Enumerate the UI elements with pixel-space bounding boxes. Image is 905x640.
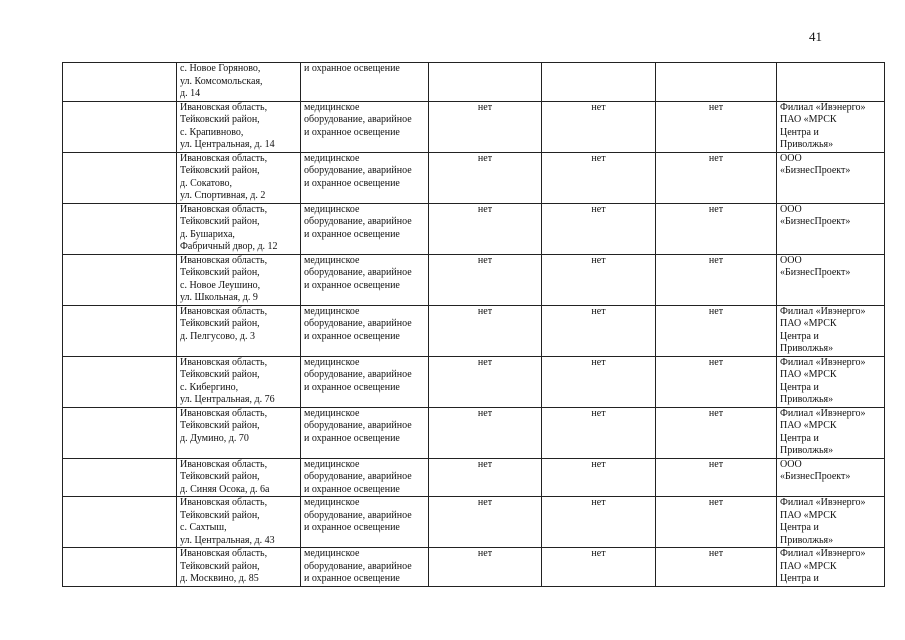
status-cell-c2: нет [542, 497, 656, 548]
supplier-line: Приволжья» [780, 445, 834, 456]
equipment-line: медицинское [304, 356, 360, 368]
equipment-cell [301, 497, 429, 548]
address-cell [177, 101, 301, 152]
address-line: д. Пелгусово, д. 3 [180, 330, 256, 342]
equipment-line: медицинское [304, 101, 360, 113]
status-cell-c2: нет [542, 407, 656, 458]
table-row [63, 254, 885, 305]
equipment-line: оборудование, аварийное [304, 165, 412, 176]
supplier-line: ООО [780, 458, 802, 470]
equipment-line: оборудование, аварийное [304, 114, 412, 125]
equipment-line: и охранное освещение [304, 126, 400, 138]
address-line: с. Сахтыш, [180, 522, 227, 533]
equipment-cell [301, 356, 429, 407]
address-line: ул. Центральная, д. 43 [180, 534, 275, 546]
address-line: Ивановская область, [180, 548, 268, 559]
address-line: д. Сокатово, [180, 177, 233, 189]
address-line: Ивановская область, [180, 152, 268, 164]
equipment-line: медицинское [304, 458, 360, 470]
status-cell-c3: нет [656, 407, 777, 458]
address-line: Тейковский район, [180, 165, 260, 176]
equipment-line: и охранное освещение [304, 522, 400, 533]
supplier-cell [777, 407, 885, 458]
supplier-line: «БизнесПроект» [780, 267, 851, 278]
equipment-line: и охранное освещение [304, 432, 400, 444]
equipment-line: оборудование, аварийное [304, 369, 412, 380]
status-cell-c3: нет [656, 152, 777, 203]
address-line: Ивановская область, [180, 407, 268, 419]
supplier-cell [777, 254, 885, 305]
address-line: Ивановская область, [180, 497, 268, 508]
supplier-line: ПАО «МРСК [780, 369, 837, 380]
equipment-line: и охранное освещение [304, 483, 400, 495]
address-line: Фабричный двор, д. 12 [180, 241, 278, 252]
supplier-cell [777, 548, 885, 587]
address-line: ул. Центральная, д. 76 [180, 394, 275, 405]
supplier-line: Центра и [780, 522, 819, 533]
address-line: с. Новое Леушино, [180, 279, 261, 291]
supplier-cell [777, 305, 885, 356]
equipment-line: оборудование, аварийное [304, 318, 412, 329]
equipment-cell [301, 305, 429, 356]
table-row [63, 63, 885, 102]
status-cell-c3 [656, 63, 777, 102]
equipment-cell [301, 101, 429, 152]
blank-cell [63, 356, 177, 407]
equipment-line: медицинское [304, 407, 360, 419]
blank-cell [63, 254, 177, 305]
equipment-line: оборудование, аварийное [304, 509, 412, 521]
supplier-line: ООО [780, 254, 802, 266]
supplier-cell [777, 203, 885, 254]
blank-cell [63, 497, 177, 548]
status-cell-c3: нет [656, 203, 777, 254]
address-line: д. Москвино, д. 85 [180, 573, 259, 584]
supplier-cell [777, 152, 885, 203]
table-row [63, 497, 885, 548]
address-line: с. Кибергино, [180, 381, 239, 393]
supplier-line: Филиал «Ивэнерго» [780, 101, 866, 113]
status-cell-c1: нет [429, 458, 542, 497]
address-line: Ивановская область, [180, 101, 268, 113]
supplier-cell [777, 356, 885, 407]
equipment-cell [301, 152, 429, 203]
page-number: 41 [809, 29, 822, 44]
supplier-cell [777, 63, 885, 102]
status-cell-c1: нет [429, 356, 542, 407]
address-line: д. Синяя Осока, д. 6а [180, 483, 270, 495]
supplier-line: Центра и [780, 432, 819, 444]
address-line: Тейковский район, [180, 560, 260, 572]
equipment-line: и охранное освещение [304, 279, 400, 291]
equipment-cell [301, 407, 429, 458]
status-cell-c2: нет [542, 152, 656, 203]
address-cell [177, 254, 301, 305]
address-cell [177, 458, 301, 497]
equipment-line: медицинское [304, 305, 360, 317]
supplier-line: Приволжья» [780, 394, 834, 405]
blank-cell [63, 63, 177, 102]
status-cell-c2: нет [542, 305, 656, 356]
table-row [63, 407, 885, 458]
address-line: Тейковский район, [180, 318, 260, 329]
blank-cell [63, 305, 177, 356]
status-cell-c2: нет [542, 356, 656, 407]
address-cell [177, 548, 301, 587]
supplier-line: «БизнесПроект» [780, 216, 851, 227]
equipment-line: медицинское [304, 548, 360, 559]
address-line: ул. Центральная, д. 14 [180, 139, 275, 150]
address-line: Ивановская область, [180, 254, 268, 266]
table-row [63, 305, 885, 356]
equipment-line: и охранное освещение [304, 381, 400, 393]
supplier-line: Приволжья» [780, 343, 834, 354]
equipment-line: оборудование, аварийное [304, 216, 412, 227]
address-line: д. Думино, д. 70 [180, 432, 249, 444]
status-cell-c1: нет [429, 101, 542, 152]
status-cell-c1: нет [429, 152, 542, 203]
address-line: Тейковский район, [180, 420, 260, 431]
table-row [63, 458, 885, 497]
equipment-line: и охранное освещение [304, 228, 400, 240]
equipment-line: и охранное освещение [304, 63, 400, 74]
status-cell-c3: нет [656, 548, 777, 587]
supplier-line: ПАО «МРСК [780, 420, 837, 431]
supplier-line: Филиал «Ивэнерго» [780, 407, 866, 419]
status-cell-c1: нет [429, 254, 542, 305]
status-cell-c1: нет [429, 407, 542, 458]
address-cell [177, 203, 301, 254]
supplier-line: ПАО «МРСК [780, 318, 837, 329]
status-cell-c2: нет [542, 203, 656, 254]
status-cell-c2 [542, 63, 656, 102]
table-row [63, 548, 885, 587]
address-line: с. Крапивново, [180, 126, 244, 138]
address-cell [177, 356, 301, 407]
address-cell [177, 407, 301, 458]
status-cell-c2: нет [542, 254, 656, 305]
blank-cell [63, 458, 177, 497]
address-line: Тейковский район, [180, 369, 260, 380]
address-line: Тейковский район, [180, 114, 260, 125]
status-cell-c1: нет [429, 203, 542, 254]
supplier-cell [777, 497, 885, 548]
table-row [63, 203, 885, 254]
status-cell-c1: нет [429, 305, 542, 356]
status-cell-c2: нет [542, 101, 656, 152]
status-cell-c1: нет [429, 497, 542, 548]
status-cell-c1 [429, 63, 542, 102]
status-cell-c3: нет [656, 305, 777, 356]
supplier-line: Приволжья» [780, 139, 834, 150]
equipment-line: оборудование, аварийное [304, 267, 412, 278]
status-cell-c3: нет [656, 497, 777, 548]
table-row [63, 152, 885, 203]
supplier-line: Центра и [780, 126, 819, 138]
supplier-line: ООО [780, 203, 802, 215]
supplier-line: ПАО «МРСК [780, 560, 837, 572]
address-line: Ивановская область, [180, 305, 268, 317]
data-table [62, 62, 885, 587]
supplier-cell [777, 458, 885, 497]
address-cell [177, 305, 301, 356]
status-cell-c3: нет [656, 458, 777, 497]
equipment-line: медицинское [304, 497, 360, 508]
supplier-line: Филиал «Ивэнерго» [780, 497, 866, 508]
supplier-line: Центра и [780, 573, 819, 584]
equipment-cell [301, 63, 429, 102]
address-line: д. 14 [180, 88, 201, 99]
supplier-line: «БизнесПроект» [780, 165, 851, 176]
address-line: Ивановская область, [180, 203, 268, 215]
status-cell-c1: нет [429, 548, 542, 587]
address-cell [177, 152, 301, 203]
supplier-line: Филиал «Ивэнерго» [780, 305, 866, 317]
address-cell [177, 497, 301, 548]
equipment-cell [301, 548, 429, 587]
address-line: д. Бушариха, [180, 228, 235, 240]
equipment-line: оборудование, аварийное [304, 471, 412, 482]
address-line: Тейковский район, [180, 267, 260, 278]
supplier-line: ПАО «МРСК [780, 509, 837, 521]
status-cell-c3: нет [656, 254, 777, 305]
supplier-line: Центра и [780, 381, 819, 393]
address-line: Тейковский район, [180, 216, 260, 227]
blank-cell [63, 101, 177, 152]
address-line: ул. Комсомольская, [180, 75, 263, 87]
equipment-line: медицинское [304, 203, 360, 215]
equipment-cell [301, 203, 429, 254]
table-body [63, 63, 885, 587]
table-row [63, 101, 885, 152]
address-cell [177, 63, 301, 102]
address-line: Ивановская область, [180, 458, 268, 470]
equipment-cell [301, 254, 429, 305]
equipment-line: медицинское [304, 254, 360, 266]
equipment-line: медицинское [304, 152, 360, 164]
address-line: ул. Школьная, д. 9 [180, 292, 258, 303]
supplier-line: Центра и [780, 330, 819, 342]
address-line: Тейковский район, [180, 509, 260, 521]
status-cell-c2: нет [542, 458, 656, 497]
address-line: ул. Спортивная, д. 2 [180, 190, 266, 201]
table-row [63, 356, 885, 407]
equipment-line: оборудование, аварийное [304, 560, 412, 572]
supplier-line: Приволжья» [780, 534, 834, 546]
blank-cell [63, 203, 177, 254]
equipment-line: и охранное освещение [304, 177, 400, 189]
blank-cell [63, 548, 177, 587]
equipment-line: и охранное освещение [304, 573, 400, 584]
supplier-line: Филиал «Ивэнерго» [780, 356, 866, 368]
status-cell-c3: нет [656, 101, 777, 152]
supplier-line: «БизнесПроект» [780, 471, 851, 482]
blank-cell [63, 152, 177, 203]
equipment-cell [301, 458, 429, 497]
equipment-line: и охранное освещение [304, 330, 400, 342]
blank-cell [63, 407, 177, 458]
supplier-cell [777, 101, 885, 152]
supplier-line: ООО [780, 152, 802, 164]
supplier-line: ПАО «МРСК [780, 114, 837, 125]
address-line: с. Новое Горяново, [180, 63, 261, 74]
status-cell-c2: нет [542, 548, 656, 587]
address-line: Ивановская область, [180, 356, 268, 368]
supplier-line: Филиал «Ивэнерго» [780, 548, 866, 559]
status-cell-c3: нет [656, 356, 777, 407]
address-line: Тейковский район, [180, 471, 260, 482]
equipment-line: оборудование, аварийное [304, 420, 412, 431]
